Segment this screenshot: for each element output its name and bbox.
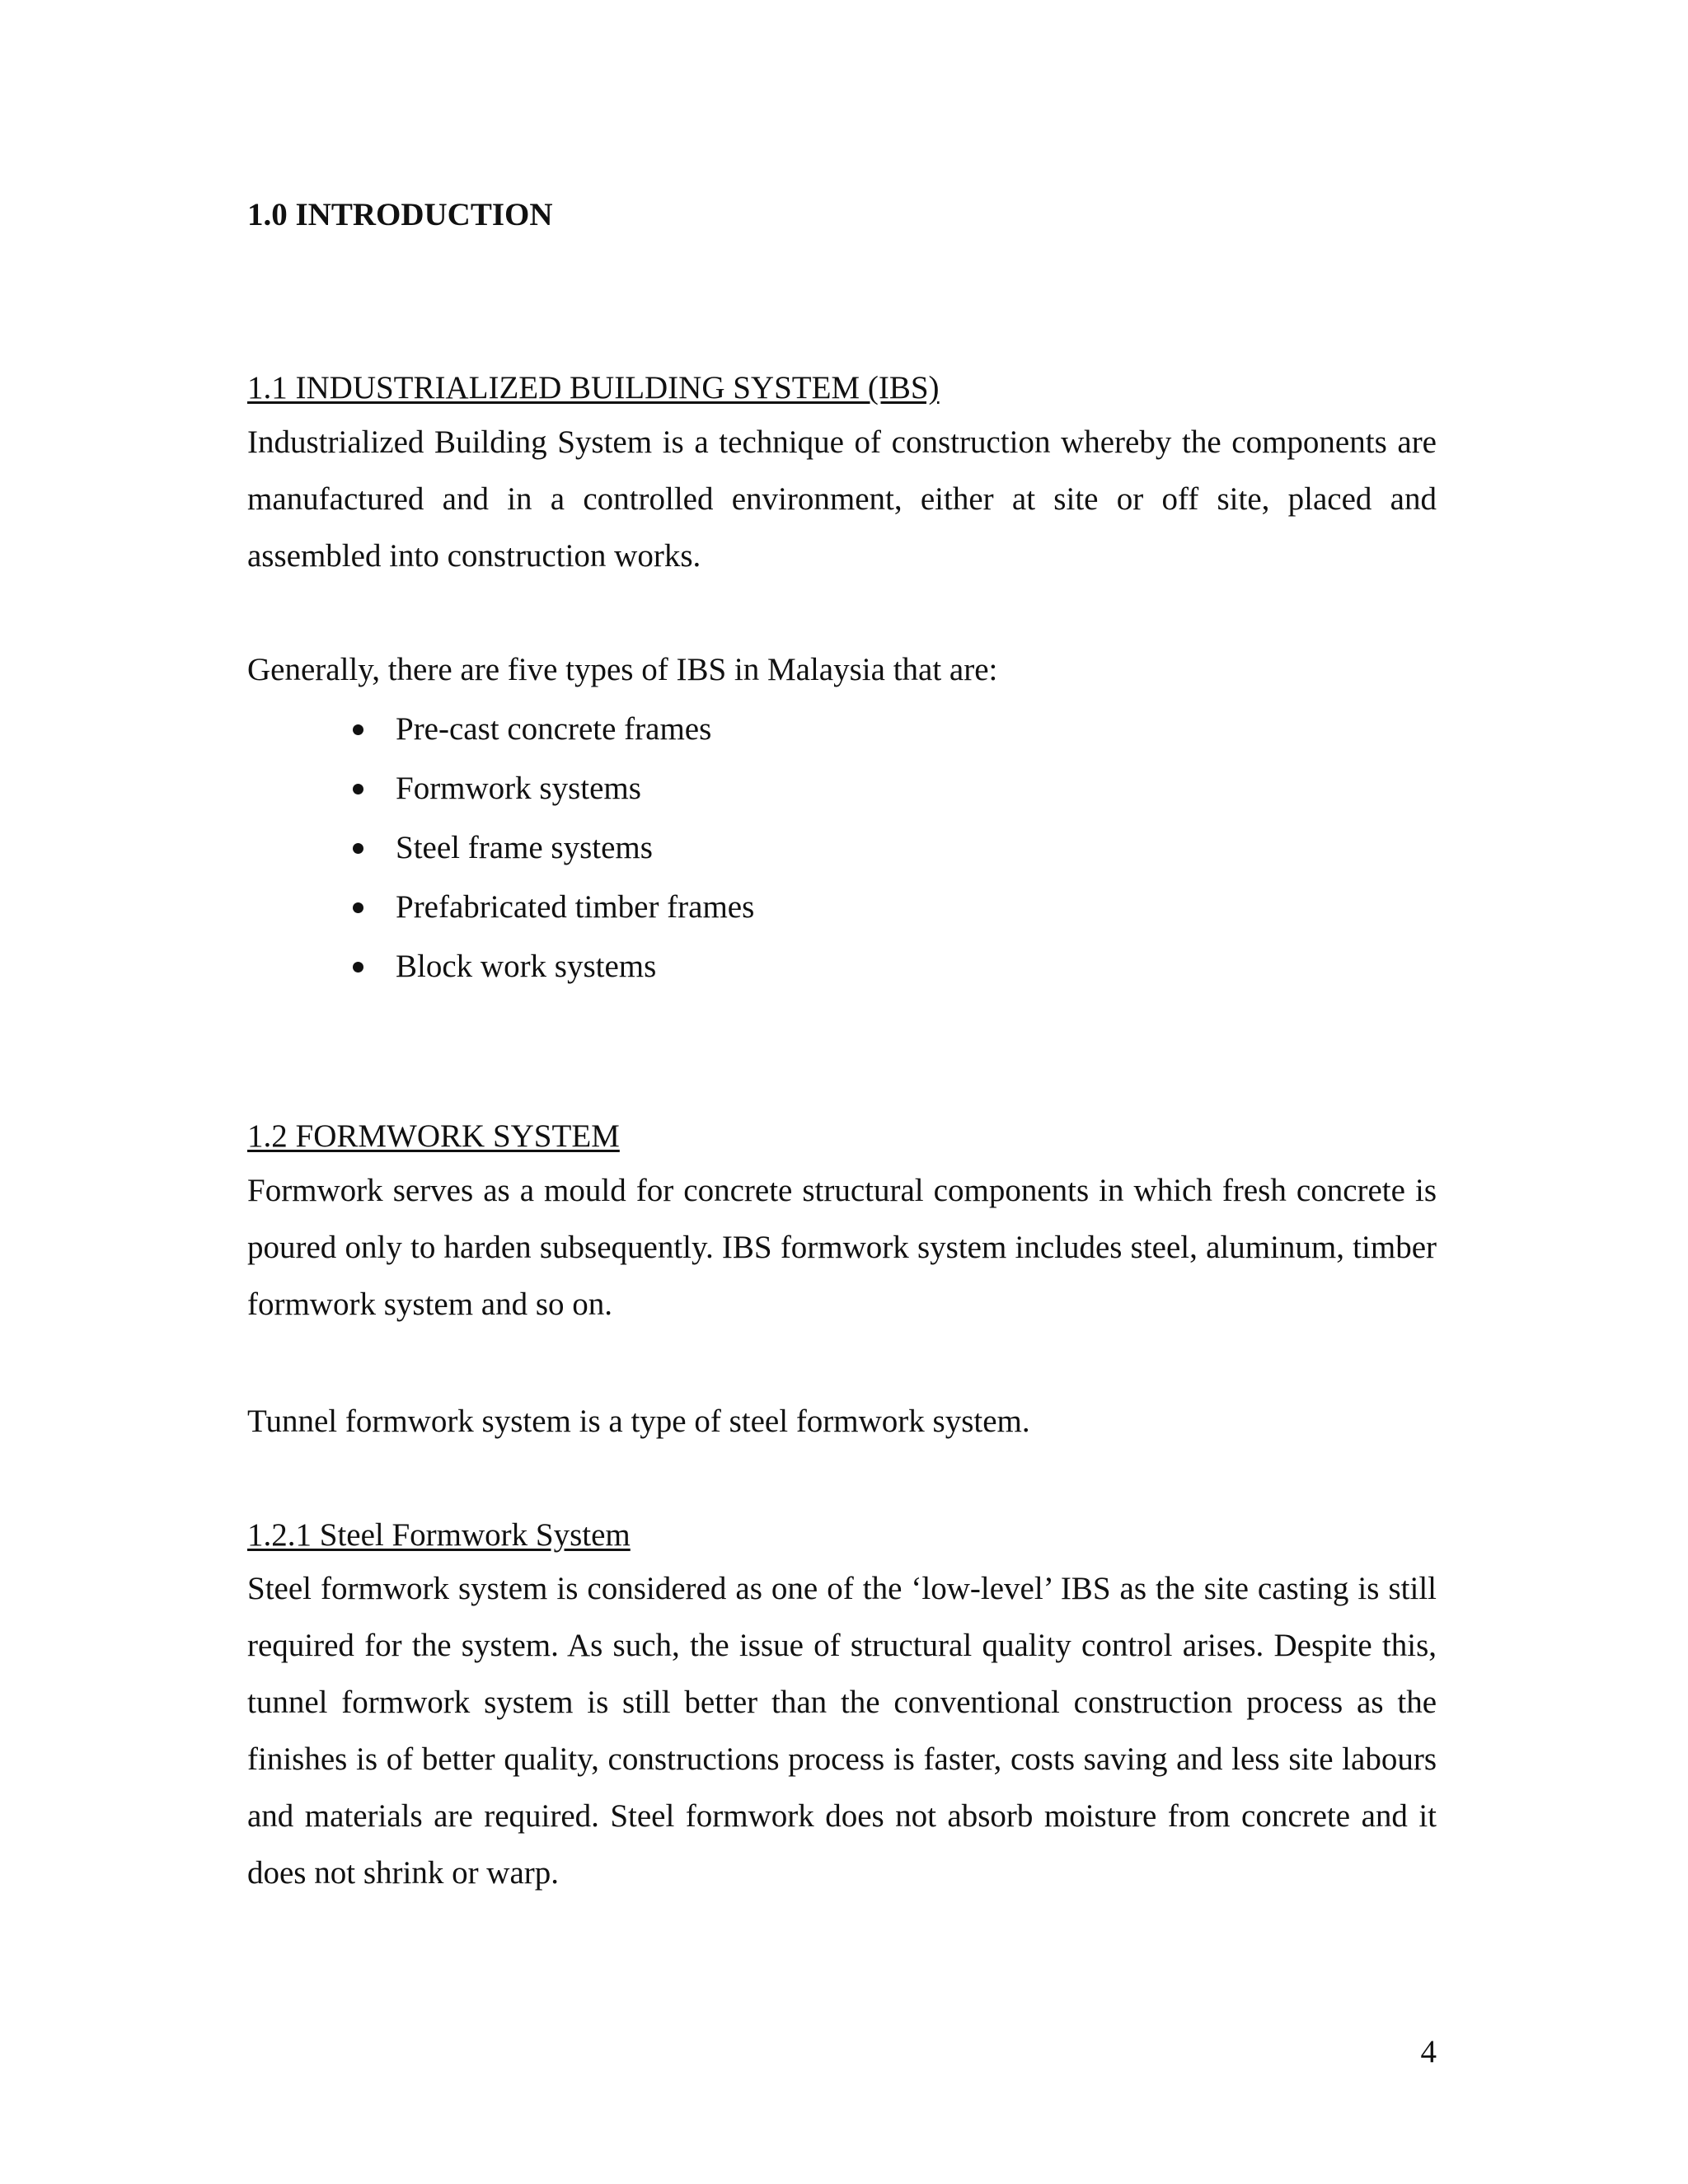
- steel-formwork-paragraph: Steel formwork system is considered as one of the ‘low-level’ IBS as the site casting is still required for the system. As such, the issue of structural quality control arises. Despite this, tunnel formwork system is still better than the conventional construction process as the finishes is of better quality, constructions process is faster, costs saving and less site labours and materials are required. Steel formwork does not absorb moisture from concrete and it does not shrink or warp.: [247, 1571, 1437, 1891]
- list-item: [346, 827, 1335, 887]
- section-title-steel-formwork: 1.2.1 Steel Formwork System: [247, 1517, 631, 1553]
- bullet-icon: [353, 724, 363, 735]
- ibs-paragraph: Industrialized Building System is a technique of construction whereby the components are manufactured and in a controlled environment, either at site or off site, placed and assembled into construction works.: [247, 424, 1437, 574]
- page-number: 4: [1420, 2034, 1437, 2069]
- bullet-icon: [353, 962, 363, 972]
- list-item-text: Pre-cast concrete frames: [396, 711, 712, 747]
- section-title-ibs: 1.1 INDUSTRIALIZED BUILDING SYSTEM (IBS): [247, 370, 940, 405]
- bullet-icon: [353, 902, 363, 913]
- ibs-types-list: [346, 709, 1335, 1005]
- ibs-types-intro: Generally, there are five types of IBS in Malaysia that are:: [247, 652, 998, 687]
- list-item-text: Block work systems: [396, 949, 657, 984]
- list-item-text: Formwork systems: [396, 771, 641, 806]
- bullet-icon: [353, 784, 363, 794]
- list-item: [346, 768, 1335, 827]
- list-item: [346, 946, 1335, 1005]
- bullet-icon: [353, 843, 363, 854]
- formwork-note: Tunnel formwork system is a type of steel formwork system.: [247, 1404, 1030, 1439]
- page-heading: 1.0 INTRODUCTION: [247, 197, 553, 232]
- list-item-text: Steel frame systems: [396, 830, 653, 865]
- list-item: [346, 709, 1335, 768]
- list-item: [346, 887, 1335, 946]
- list-item-text: Prefabricated timber frames: [396, 889, 755, 925]
- section-title-formwork: 1.2 FORMWORK SYSTEM: [247, 1118, 620, 1154]
- formwork-paragraph: Formwork serves as a mould for concrete structural components in which fresh concrete is poured only to harden subsequently. IBS formwork system includes steel, aluminum, timber formwork system and so on.: [247, 1173, 1437, 1322]
